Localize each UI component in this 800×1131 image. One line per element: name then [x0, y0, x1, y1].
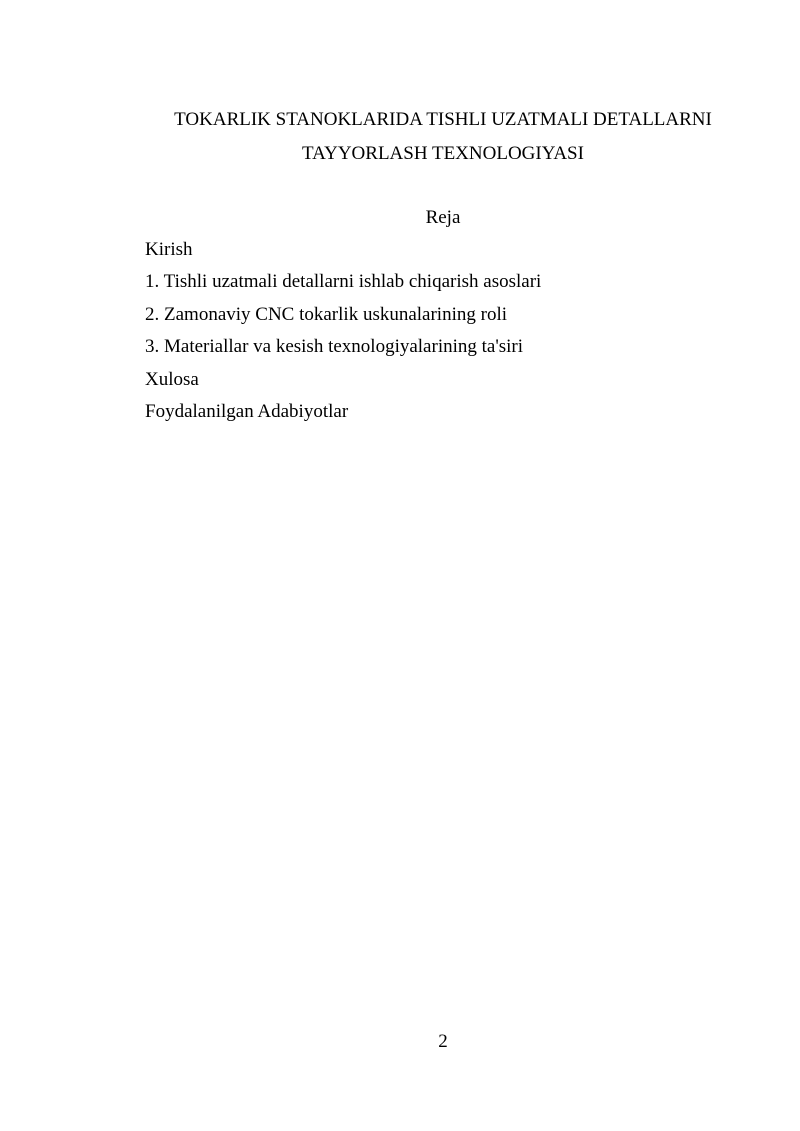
document-title-line-2: TAYYORLASH TEXNOLOGIYASI	[302, 143, 584, 164]
plan-item-section-2: 2. Zamonaviy CNC tokarlik uskunalarining roli	[145, 303, 508, 325]
plan-item-section-1: 1. Tishli uzatmali detallarni ishlab chiqarish asoslari	[145, 271, 542, 293]
plan-item-references: Foydalanilgan Adabiyotlar	[145, 400, 349, 422]
page-number: 2	[438, 1031, 448, 1052]
plan-list	[145, 239, 541, 433]
plan-item-introduction: Kirish	[145, 239, 193, 260]
plan-item-conclusion: Xulosa	[145, 368, 199, 390]
plan-item-section-3: 3. Materiallar va kesish texnologiyalarining ta'siri	[145, 336, 524, 358]
plan-heading: Reja	[425, 207, 461, 228]
document-title-line-1: TOKARLIK STANOKLARIDA TISHLI UZATMALI DETALLARNI	[174, 109, 712, 130]
